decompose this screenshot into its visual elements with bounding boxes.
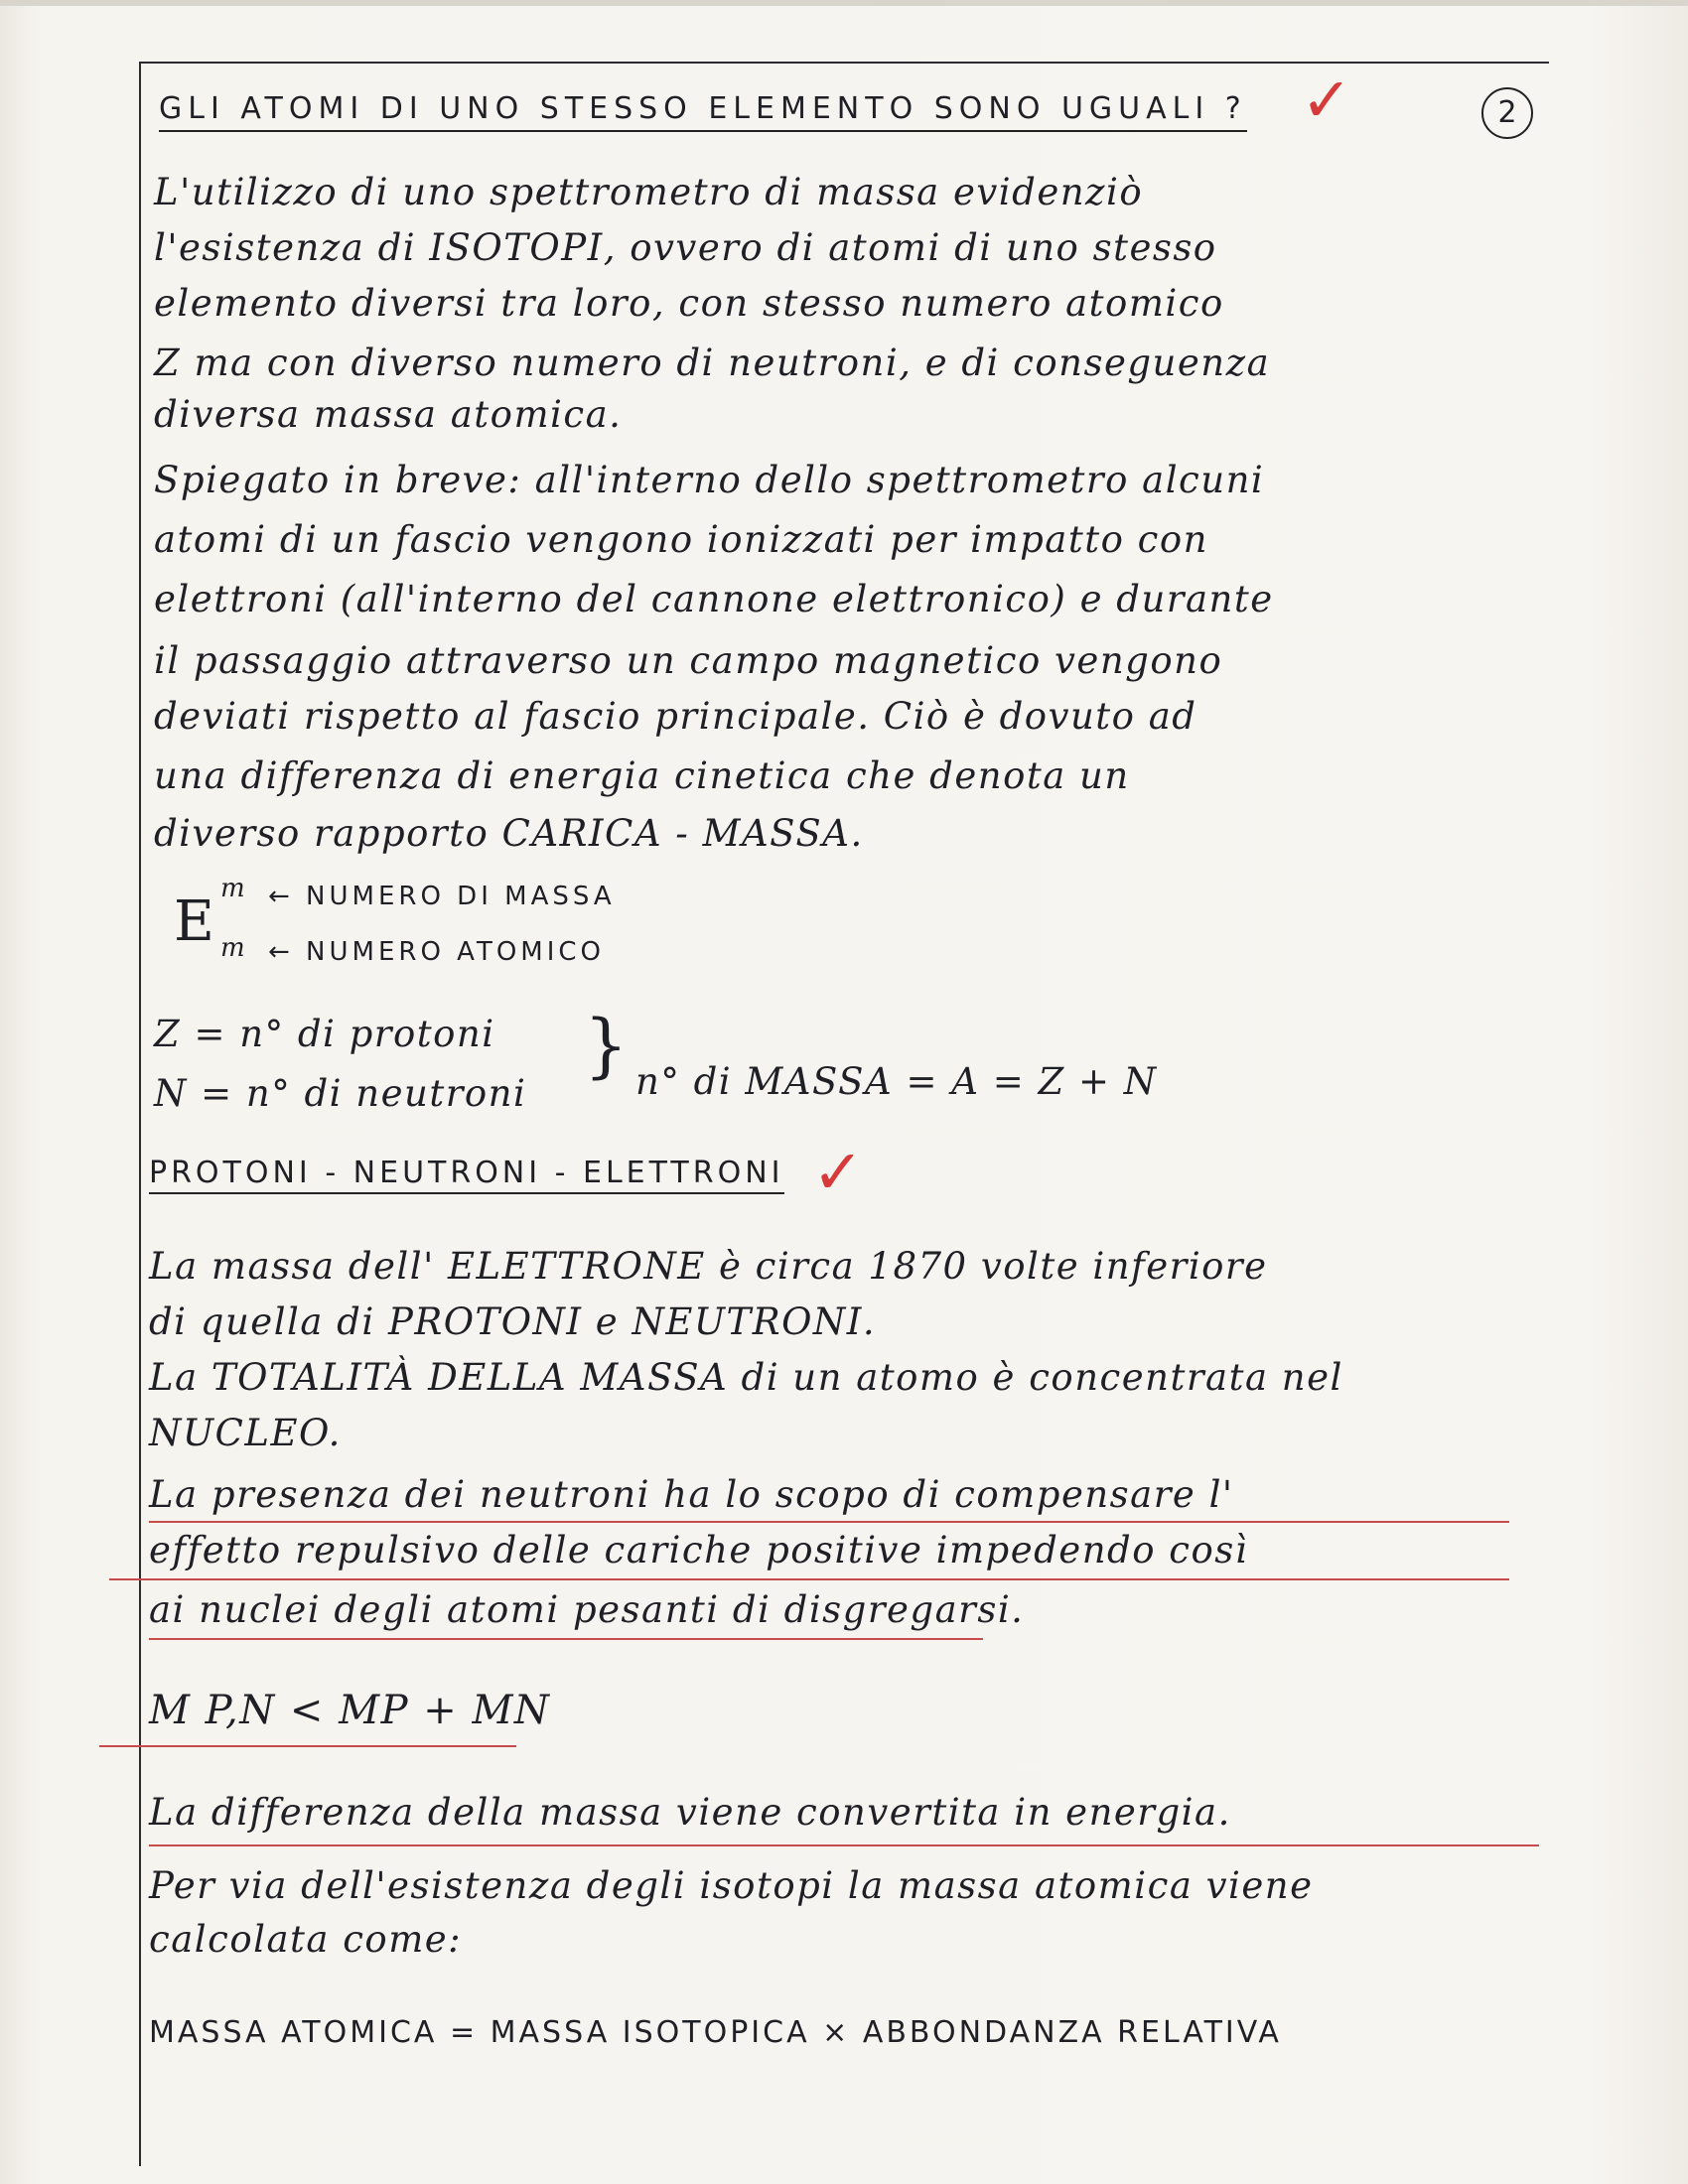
paragraph1-line: diversa massa atomica. [154,393,623,436]
section2-line: ai nuclei degli atomi pesanti di disgregarsi. [149,1588,1025,1631]
mass-inequality: M P,N < MP + MN [149,1688,551,1733]
paragraph2-line: diverso rapporto CARICA - MASSA. [154,812,864,855]
red-underline [99,1745,516,1747]
section2-line: effetto repulsivo delle cariche positive impedendo così [149,1529,1249,1571]
atomic-mass-formula: MASSA ATOMICA = MASSA ISOTOPICA × ABBONDANZA RELATIVA [149,2015,1282,2050]
section2-line: NUCLEO. [149,1412,342,1454]
atomic-number-label: ← NUMERO ATOMICO [268,937,606,967]
red-underline [149,1638,983,1640]
section2-line: di quella di PROTONI e NEUTRONI. [149,1300,877,1343]
paragraph2-line: elettroni (all'interno del cannone elettronico) e durante [154,578,1274,620]
paragraph2-line: Spiegato in breve: all'interno dello spettrometro alcuni [154,459,1265,501]
closing-line: calcolata come: [149,1918,463,1961]
red-underline [149,1844,1539,1846]
scan-top-edge [0,0,1688,6]
section2-line: La massa dell' ELETTRONE è circa 1870 volte inferiore [149,1245,1268,1288]
mass-number-formula: n° di MASSA = A = Z + N [635,1060,1158,1103]
neutrons-definition: N = n° di neutroni [154,1072,527,1115]
mass-number-label: ← NUMERO DI MASSA [268,882,616,911]
red-check-mark-icon: ✓ [812,1136,864,1208]
closing-line: Per via dell'esistenza degli isotopi la massa atomica viene [149,1864,1314,1907]
red-check-mark-icon: ✓ [1301,64,1352,136]
paragraph2-line: deviati rispetto al fascio principale. Ciò è dovuto ad [154,695,1197,738]
paragraph1-line: elemento diversi tra loro, con stesso numero atomico [154,282,1224,325]
paragraph1-line: L'utilizzo di uno spettrometro di massa evidenziò [154,171,1144,213]
paragraph2-line: il passaggio attraverso un campo magnetico vengono [154,639,1223,682]
atomic-number-subscript: m [220,933,247,963]
protons-definition: Z = n° di protoni [154,1013,495,1055]
section2-line: La presenza dei neutroni ha lo scopo di compensare l' [149,1473,1234,1516]
page-title: GLI ATOMI DI UNO STESSO ELEMENTO SONO UGUALI ? [159,91,1247,132]
page-frame-left [139,62,141,2166]
closing-line: La differenza della massa viene convertita in energia. [149,1791,1231,1834]
paragraph1-line: Z ma con diverso numero di neutroni, e di conseguenza [154,341,1271,384]
paragraph2-line: atomi di un fascio vengono ionizzati per impatto con [154,518,1208,561]
red-underline [149,1521,1509,1523]
section2-line: La TOTALITÀ DELLA MASSA di un atomo è concentrata nel [149,1356,1343,1399]
element-symbol: E [174,889,216,954]
section-heading: PROTONI - NEUTRONI - ELETTRONI [149,1156,784,1194]
paragraph2-line: una differenza di energia cinetica che denota un [154,754,1130,797]
page-number: 2 [1481,87,1533,139]
red-underline [109,1578,1509,1580]
curly-brace: } [584,1005,631,1086]
paragraph1-line: l'esistenza di ISOTOPI, ovvero di atomi di uno stesso [154,226,1217,269]
mass-number-superscript: m [220,874,247,903]
